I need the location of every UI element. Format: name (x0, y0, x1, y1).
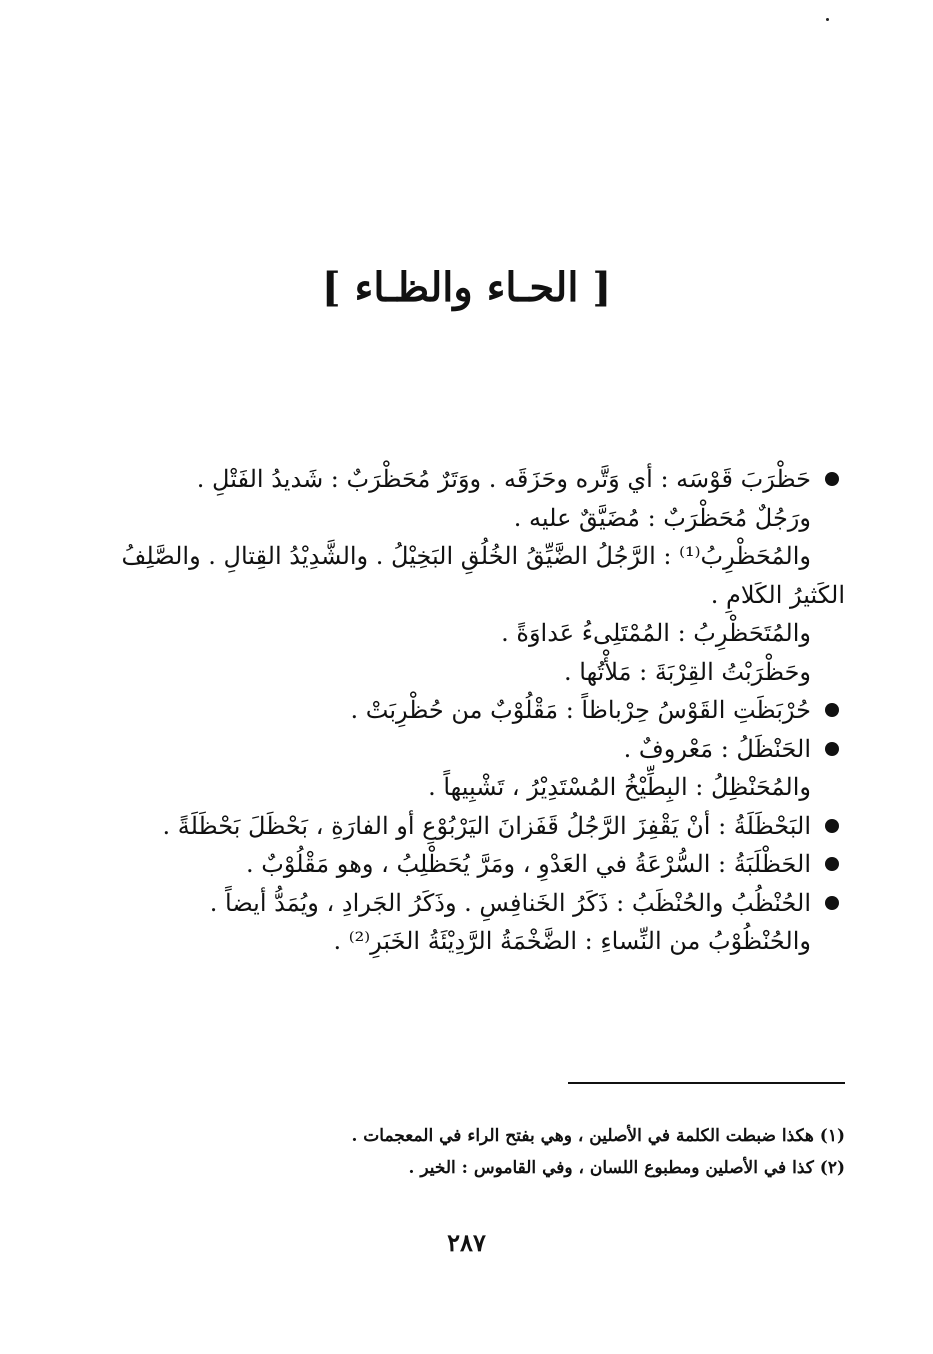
entry-text: ورَجُلٌ مُحَظْرَبٌ : مُضَيَّقٌ عليه . (513, 503, 811, 532)
entry-line-headword (105, 730, 845, 769)
bullet-icon (825, 742, 839, 756)
entry-line (105, 922, 845, 961)
chapter-title: [ الحـاء والظـاء ] (321, 264, 612, 311)
bullet-icon (825, 819, 839, 833)
entry-text: والمُحَنْظِلُ : البِطِّيْخُ المُسْتَدِيْرُ ، تَشْبِيهاً . (428, 773, 811, 801)
entry-text: حَظْرَبَ قَوْسَه : أي وَتَّره وحَزَقَه . ووَتَرٌ مُحَظْرَبٌ : شَديدُ الفَتْلِ . (196, 465, 811, 493)
dictionary-entries (105, 460, 845, 961)
entry-text: والمُحَظْرِبُ⁽¹⁾ : الرَّجُلُ الضَّيِّقُ الخُلُقِ البَخِيْلُ . والشَّدِيْدُ القِتالِ . والصَّلِفُ (121, 542, 811, 570)
footnote: (٢) كذا في الأصلين ومطبوع اللسان ، وفي القاموس : الخير . (408, 1158, 845, 1178)
footnote-divider (568, 1082, 845, 1084)
entry-text: حُرْبَظَتِ القَوْسُ حِرْباظاً : مَقْلُوْبٌ من حُظْرِبَتْ . (350, 696, 811, 724)
entry-line (105, 653, 845, 692)
entry-line (105, 499, 845, 538)
entry-text: والمُتَحَظْرِبُ : المُمْتَلِىءُ عَداوَةً . (501, 619, 811, 647)
corner-mark (826, 18, 829, 21)
entry-text: البَحْظَلَةُ : أنْ يَقْفِزَ الرَّجُلُ قَفَزانَ اليَرْبُوْعِ أو الفارَةِ ، بَحْظَلَ بَحْظَلَةً . (162, 811, 811, 840)
bullet-icon (825, 857, 839, 871)
entry-line-headword (105, 460, 845, 499)
page-number: ٢٨٧ (447, 1228, 486, 1257)
entry-line-headword (105, 884, 845, 923)
entry-line (105, 537, 845, 576)
entry-line-headword (105, 845, 845, 884)
bullet-icon (825, 472, 839, 486)
entry-text: وحَظْرَبْتُ القِرْبَةَ : مَلأْتُها . (564, 657, 811, 686)
bullet-icon (825, 703, 839, 717)
entry-text: الحَظْلَبَةُ : السُّرْعَةُ في العَدْوِ ، ومَرَّ يُحَظْلِبُ ، وهو مَقْلُوْبٌ . (245, 850, 811, 878)
bullet-icon (825, 896, 839, 910)
entry-line-headword (105, 807, 845, 846)
entry-line (105, 768, 845, 807)
entry-text: والحُنْظُوْبُ من النِّساءِ : الضَّخْمَةُ الرَّدِيْئَةُ الخَبَرِ⁽²⁾ . (333, 927, 811, 955)
entry-text: الحَنْظَلُ : مَعْروفٌ . (623, 734, 811, 763)
entry-line-headword (105, 691, 845, 730)
entry-line (105, 576, 845, 615)
footnote: (١) هكذا ضبطت الكلمة في الأصلين ، وهي بفتح الراء في المعجمات . (351, 1126, 845, 1146)
entry-text: الحُنْظُبُ والحُنْظَبُ : ذَكَرُ الخَنافِسِ . وذَكَرُ الجَرادِ ، ويُمَدُّ أيضاً . (209, 888, 811, 917)
entry-line (105, 614, 845, 653)
entry-text: الكَثيرُ الكَلامِ . (710, 580, 845, 609)
footnotes (200, 1120, 845, 1184)
